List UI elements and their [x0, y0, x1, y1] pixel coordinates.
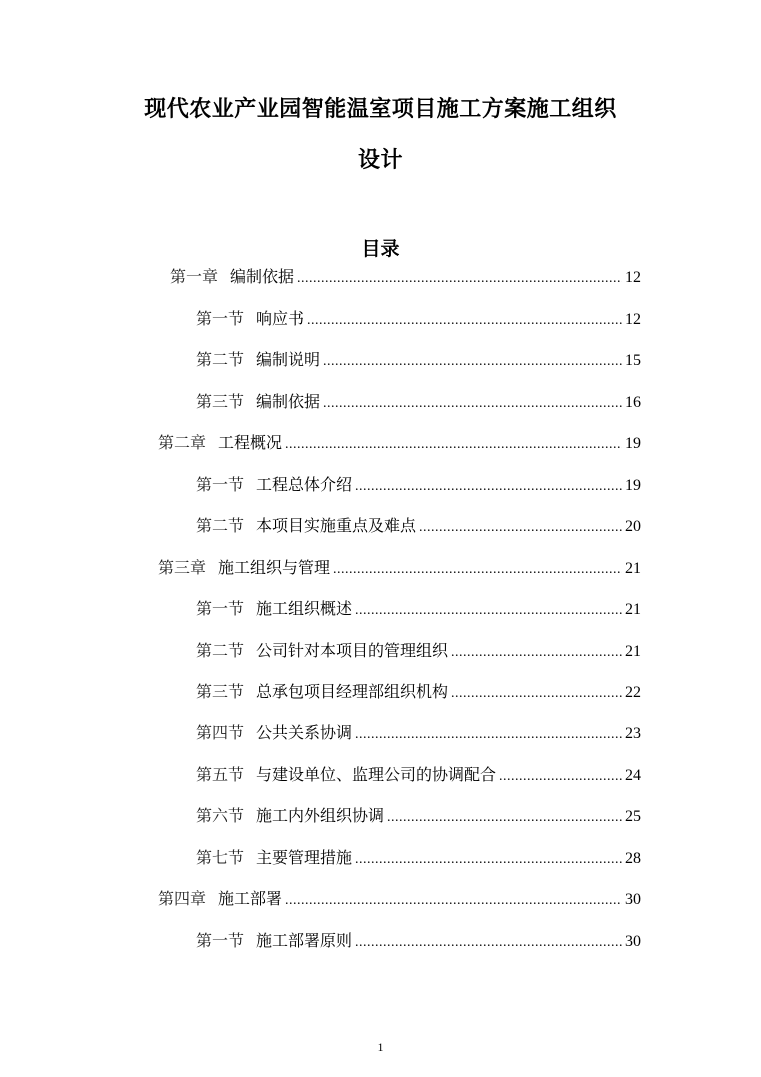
toc-entry-section[interactable] [196, 930, 641, 954]
toc-entry-number: 第三节 [196, 392, 245, 411]
toc-entry-section[interactable] [196, 681, 641, 705]
toc-entry-number: 第五节 [196, 765, 245, 784]
toc-entry-label: 编制依据 [256, 392, 321, 411]
toc-entry-label: 工程概况 [218, 433, 283, 452]
toc-entry-number: 第一章 [170, 267, 219, 286]
document-title-line2: 设计 [357, 148, 403, 173]
toc-entry-chapter[interactable] [170, 266, 641, 290]
toc-entry-number: 第四章 [158, 889, 207, 908]
toc-entry-label: 公共关系协调 [256, 723, 353, 742]
toc-entry-number: 第一节 [196, 931, 245, 950]
toc-entry-leader [297, 268, 622, 290]
toc-entry-label: 施工内外组织协调 [256, 806, 385, 825]
toc-entry-section[interactable] [196, 640, 641, 664]
toc-entry-section[interactable] [196, 764, 641, 788]
toc-entry-label: 响应书 [256, 309, 305, 328]
toc-entry-label: 施工部署 [218, 889, 283, 908]
toc-entry-section[interactable] [196, 847, 641, 871]
toc-entry-leader [307, 310, 622, 332]
toc-entry-page: 28 [625, 850, 641, 867]
toc-heading: 目录 [361, 238, 400, 260]
toc-entry-chapter[interactable] [158, 888, 641, 912]
toc-entry-leader [387, 807, 622, 829]
toc-entry-label: 编制说明 [256, 350, 321, 369]
toc-entry-page: 30 [625, 891, 641, 908]
toc-entry-section[interactable] [196, 515, 641, 539]
toc-entry-page: 21 [625, 601, 641, 618]
toc-entry-section[interactable] [196, 805, 641, 829]
toc-entry-label: 施工组织概述 [256, 599, 353, 618]
toc-entry-label: 编制依据 [230, 267, 295, 286]
toc-entry-leader [355, 600, 622, 622]
toc-entry-label: 总承包项目经理部组织机构 [256, 682, 449, 701]
toc-entry-page: 20 [625, 518, 641, 535]
toc-entry-section[interactable] [196, 598, 641, 622]
toc-entry-leader [355, 932, 622, 954]
toc-entry-number: 第二节 [196, 641, 245, 660]
toc-entry-number: 第六节 [196, 806, 245, 825]
toc-entry-section[interactable] [196, 391, 641, 415]
toc-entry-leader [355, 476, 622, 498]
toc-entry-page: 21 [625, 643, 641, 660]
toc-entry-leader [323, 351, 622, 373]
toc-entry-leader [323, 393, 622, 415]
toc-entry-number: 第二章 [158, 433, 207, 452]
toc-entry-page: 21 [625, 560, 641, 577]
toc-entry-leader [451, 683, 622, 705]
toc-entry-number: 第二节 [196, 516, 245, 535]
toc-entry-page: 16 [625, 394, 641, 411]
toc-entry-page: 25 [625, 808, 641, 825]
toc-entry-page: 22 [625, 684, 641, 701]
toc-entry-section[interactable] [196, 349, 641, 373]
toc-entry-page: 30 [625, 933, 641, 950]
toc-entry-leader [499, 766, 622, 788]
toc-entry-leader [419, 517, 622, 539]
toc-entry-page: 24 [625, 767, 641, 784]
toc-entry-label: 公司针对本项目的管理组织 [256, 641, 449, 660]
toc-entry-number: 第一节 [196, 475, 245, 494]
page-number: 1 [377, 1040, 384, 1054]
toc-entry-leader [285, 434, 622, 456]
toc-entry-page: 12 [625, 311, 641, 328]
toc-entry-leader [333, 559, 622, 581]
toc-entry-label: 施工部署原则 [256, 931, 353, 950]
toc-entry-number: 第一节 [196, 309, 245, 328]
toc-entry-number: 第三节 [196, 682, 245, 701]
toc-entry-section[interactable] [196, 474, 641, 498]
toc-entry-page: 23 [625, 725, 641, 742]
toc-entry-page: 12 [625, 269, 641, 286]
toc-entry-number: 第七节 [196, 848, 245, 867]
toc-entry-label: 主要管理措施 [256, 848, 353, 867]
toc-entry-label: 施工组织与管理 [218, 558, 331, 577]
document-title-line1: 现代农业产业园智能温室项目施工方案施工组织 [144, 97, 617, 122]
toc-entry-number: 第二节 [196, 350, 245, 369]
toc-entry-page: 19 [625, 435, 641, 452]
toc-entry-section[interactable] [196, 308, 641, 332]
toc-entry-number: 第一节 [196, 599, 245, 618]
toc-entry-chapter[interactable] [158, 557, 641, 581]
toc-entry-label: 工程总体介绍 [256, 475, 353, 494]
toc-entry-page: 19 [625, 477, 641, 494]
toc-entry-number: 第三章 [158, 558, 207, 577]
toc-entry-leader [355, 724, 622, 746]
toc-entry-number: 第四节 [196, 723, 245, 742]
toc-entry-section[interactable] [196, 722, 641, 746]
toc-entry-leader [285, 890, 622, 912]
toc-entry-leader [451, 642, 622, 664]
toc-entry-page: 15 [625, 352, 641, 369]
toc-entry-label: 与建设单位、监理公司的协调配合 [256, 765, 497, 784]
toc-entry-chapter[interactable] [158, 432, 641, 456]
toc-entry-label: 本项目实施重点及难点 [256, 516, 417, 535]
toc-entry-leader [355, 849, 622, 871]
